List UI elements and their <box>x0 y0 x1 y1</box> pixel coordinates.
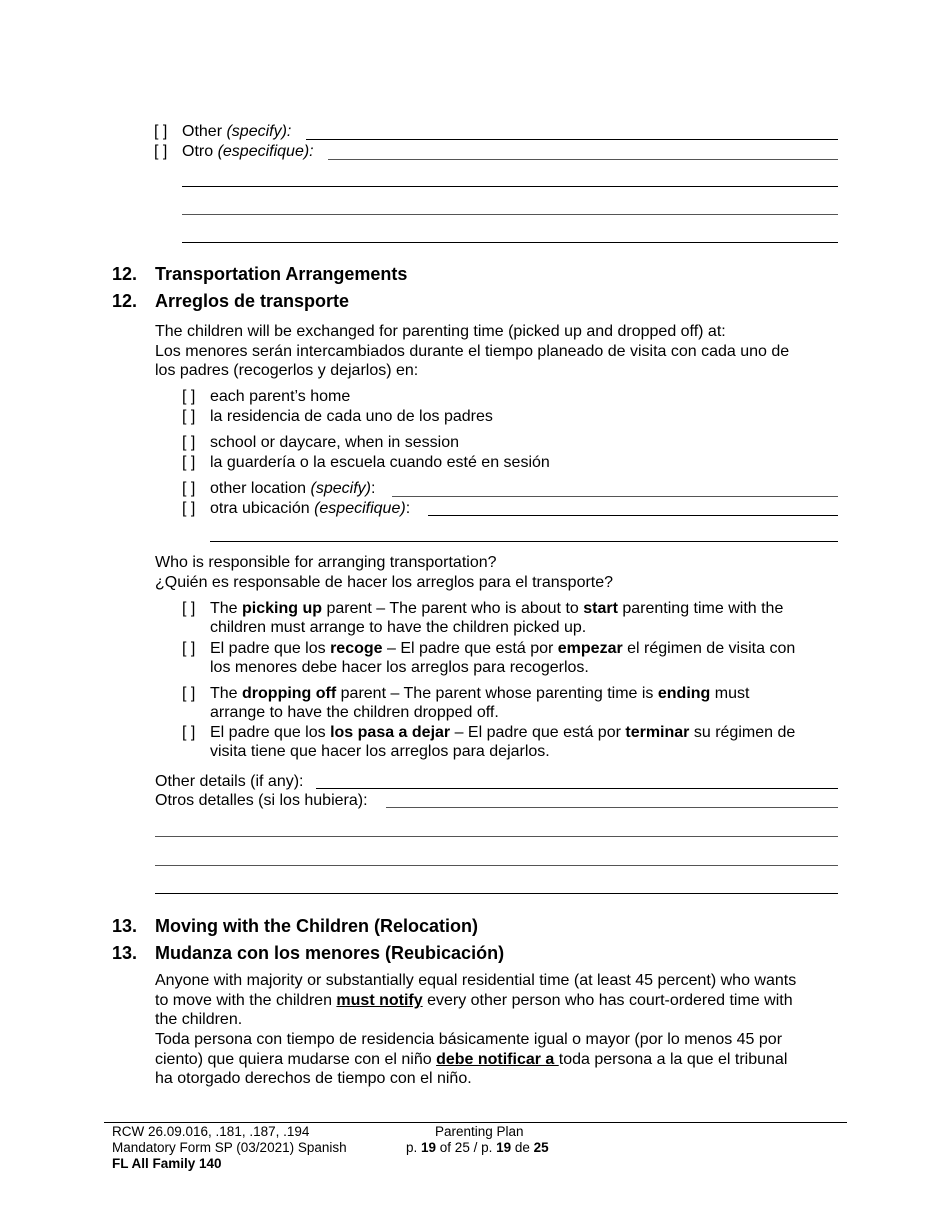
footer-title: Parenting Plan <box>435 1124 524 1139</box>
section-13-title-es: Mudanza con los menores (Reubicación) <box>155 943 505 963</box>
intro-es-2: los padres (recogerlos y dejarlos) en: <box>155 362 419 379</box>
details-extra-line-2[interactable] <box>155 865 838 866</box>
section-12-title-es: Arreglos de transporte <box>155 291 350 311</box>
other-details-label-es: Otros detalles (si los hubiera): <box>155 792 368 809</box>
otro-label: Otro (especifique): <box>182 143 314 160</box>
intro-es-1: Los menores serán intercambiados durante el tiempo planeado de visita con cada uno de <box>155 343 790 360</box>
school-checkbox[interactable]: [ ] <box>182 434 196 451</box>
other-extra-line-3[interactable] <box>182 242 838 243</box>
other-details-label-en: Other details (if any): <box>155 773 304 790</box>
section-12-number: 12. <box>112 264 138 284</box>
home-label-es: la residencia de cada uno de los padres <box>210 408 493 425</box>
home-checkbox-es[interactable]: [ ] <box>182 408 196 425</box>
section-13-number-es: 13. <box>112 943 138 963</box>
other-details-line[interactable] <box>316 788 838 789</box>
relocation-es-1: Toda persona con tiempo de residencia básicamente igual o mayor (por lo menos 45 por <box>155 1031 783 1048</box>
footer-rcw: RCW 26.09.016, .181, .187, .194 <box>112 1124 310 1139</box>
section-12-number-es: 12. <box>112 291 138 311</box>
section-12-title-en: Transportation Arrangements <box>155 264 408 284</box>
recoge-checkbox[interactable]: [ ] <box>182 640 196 657</box>
home-label-en: each parent’s home <box>210 388 351 405</box>
other-extra-line-1[interactable] <box>182 186 838 187</box>
other-location-extra-line[interactable] <box>210 541 838 542</box>
section-13-title-en: Moving with the Children (Relocation) <box>155 916 478 936</box>
school-label-es: la guardería o la escuela cuando esté en sesión <box>210 454 550 471</box>
dropping-off-text-en: The dropping off parent – The parent whose parenting time is ending must <box>210 685 750 702</box>
otro-checkbox[interactable]: [ ] <box>154 143 168 160</box>
recoge-text-es-2: los menores debe hacer los arreglos para recogerlos. <box>210 659 589 676</box>
other-location-line[interactable] <box>392 496 838 497</box>
other-label: Other (specify): <box>182 123 292 140</box>
pasa-a-dejar-checkbox[interactable]: [ ] <box>182 724 196 741</box>
otra-ubicacion-checkbox[interactable]: [ ] <box>182 500 196 517</box>
otra-ubicacion-label-es: otra ubicación (especifique): <box>210 500 411 517</box>
picking-up-checkbox[interactable]: [ ] <box>182 600 196 617</box>
details-extra-line-3[interactable] <box>155 893 838 894</box>
school-checkbox-es[interactable]: [ ] <box>182 454 196 471</box>
otro-specify-line[interactable] <box>328 159 838 160</box>
otros-detalles-line[interactable] <box>386 807 838 808</box>
other-location-checkbox[interactable]: [ ] <box>182 480 196 497</box>
footer-page: p. 19 of 25 / p. 19 de 25 <box>406 1140 549 1155</box>
section-13-number: 13. <box>112 916 138 936</box>
other-extra-line-2[interactable] <box>182 214 838 215</box>
picking-up-text-en: The picking up parent – The parent who is about to start parenting time with the <box>210 600 784 617</box>
relocation-en-3: the children. <box>155 1011 243 1028</box>
details-extra-line-1[interactable] <box>155 836 838 837</box>
footer-fl: FL All Family 140 <box>112 1156 222 1171</box>
relocation-es-2: ciento) que quiera mudarse con el niño debe notificar a toda persona a la que el tribunal <box>155 1051 788 1068</box>
otra-ubicacion-line[interactable] <box>428 515 838 516</box>
footer-rule <box>104 1122 847 1123</box>
picking-up-text-en-2: children must arrange to have the children picked up. <box>210 619 587 636</box>
relocation-en-2: to move with the children must notify every other person who has court-ordered time with <box>155 992 793 1009</box>
relocation-en-1: Anyone with majority or substantially equal residential time (at least 45 percent) who wants <box>155 972 797 989</box>
other-checkbox[interactable]: [ ] <box>154 123 168 140</box>
other-location-label-en: other location (specify): <box>210 480 376 497</box>
dropping-off-text-en-2: arrange to have the children dropped off. <box>210 704 499 721</box>
intro-en: The children will be exchanged for parenting time (picked up and dropped off) at: <box>155 323 726 340</box>
footer-form: Mandatory Form SP (03/2021) Spanish <box>112 1140 347 1155</box>
other-specify-line[interactable] <box>306 139 838 140</box>
relocation-es-3: ha otorgado derechos de tiempo con el niño. <box>155 1070 472 1087</box>
recoge-text-es: El padre que los recoge – El padre que está por empezar el régimen de visita con <box>210 640 796 657</box>
who-question-en: Who is responsible for arranging transportation? <box>155 554 497 571</box>
pasa-a-dejar-text-es: El padre que los los pasa a dejar – El padre que está por terminar su régimen de <box>210 724 796 741</box>
home-checkbox[interactable]: [ ] <box>182 388 196 405</box>
pasa-a-dejar-text-es-2: visita tiene que hacer los arreglos para dejarlos. <box>210 743 550 760</box>
who-question-es: ¿Quién es responsable de hacer los arreglos para el transporte? <box>155 574 614 591</box>
school-label-en: school or daycare, when in session <box>210 434 460 451</box>
dropping-off-checkbox[interactable]: [ ] <box>182 685 196 702</box>
